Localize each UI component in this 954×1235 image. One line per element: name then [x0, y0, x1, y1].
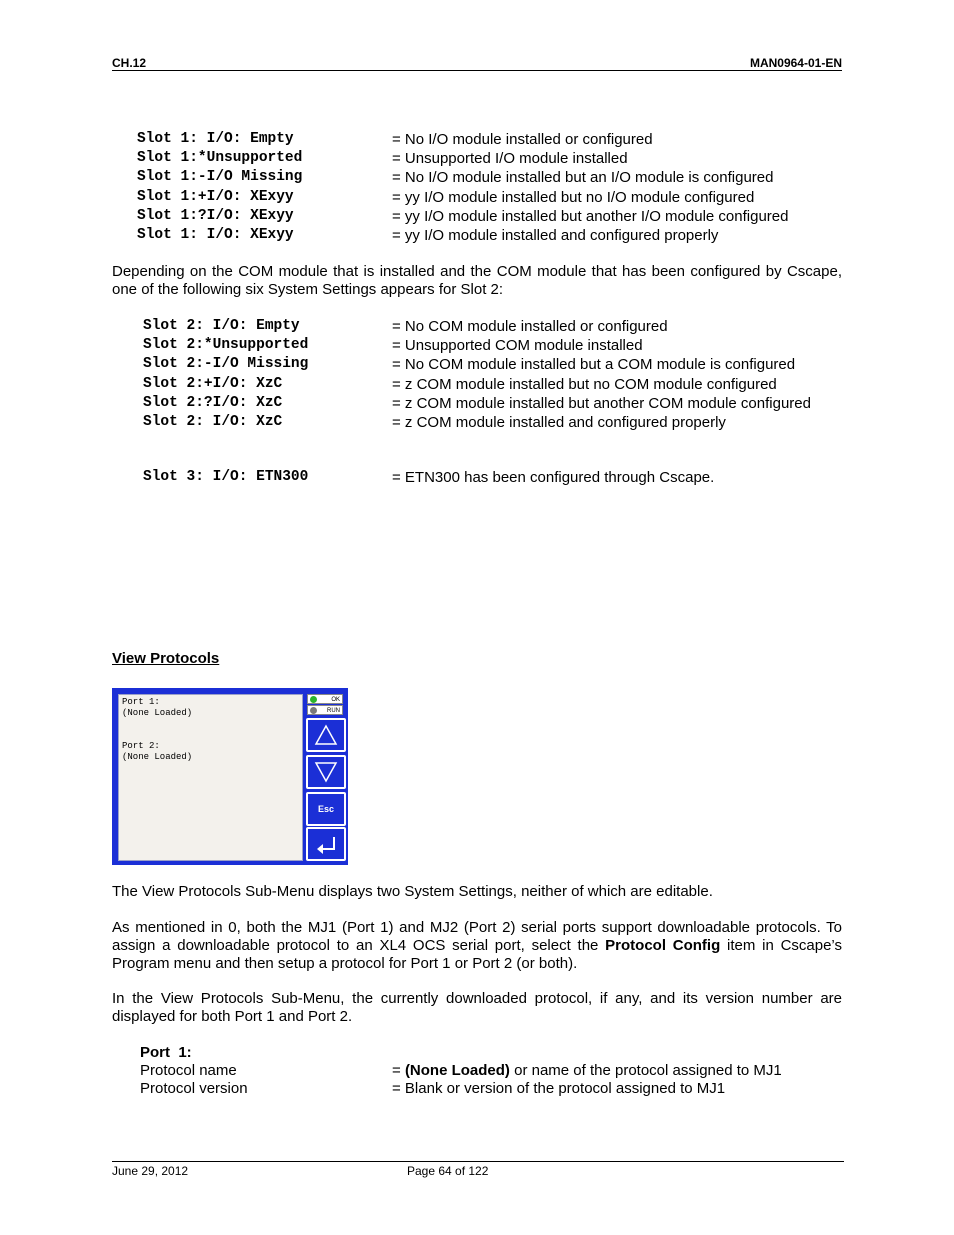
- slot-desc: = z COM module installed but another COM module configured: [392, 395, 811, 412]
- port1-field-value: [392, 1062, 782, 1079]
- slot-code: Slot 2: I/O: Empty: [143, 318, 300, 334]
- value-prefix: =: [392, 1062, 405, 1079]
- section-title: View Protocols: [112, 650, 220, 667]
- screen-port1-text: Port 1: (None Loaded): [122, 697, 193, 718]
- slot-desc: = z COM module installed and configured properly: [392, 414, 726, 431]
- paragraph-downloadable-protocols: [112, 919, 842, 973]
- header-chapter: CH.12: [112, 56, 147, 70]
- down-arrow-icon: [308, 757, 344, 787]
- slot-code: Slot 2:-I/O Missing: [143, 356, 309, 372]
- slot-desc: = No I/O module installed or configured: [392, 131, 653, 148]
- esc-button[interactable]: Esc: [306, 792, 346, 826]
- up-arrow-icon: [308, 720, 344, 750]
- ok-led-label: OK: [331, 697, 340, 703]
- protocol-config-term: Protocol Config: [605, 937, 721, 954]
- slot-code: Slot 2:+I/O: XzC: [143, 376, 283, 392]
- port1-title: Port 1:: [140, 1044, 192, 1061]
- slot-desc: = ETN300 has been configured through Cscape.: [392, 469, 715, 486]
- slot-code: Slot 2: I/O: XzC: [143, 414, 283, 430]
- port1-field-value: = Blank or version of the protocol assigned to MJ1: [392, 1080, 726, 1097]
- slot-code: Slot 1:*Unsupported: [137, 150, 303, 166]
- paragraph-text: As mentioned in 0, both the MJ1 (Port 1) and MJ2 (Port 2) serial ports support downloadable protocols. To assign a downloadable protocol to an XL4 OCS serial port, select the: [112, 919, 842, 954]
- paragraph-current-protocol: In the View Protocols Sub-Menu, the currently downloaded protocol, if any, and its version number are displayed for both Port 1 and Port 2.: [112, 990, 842, 1025]
- down-button[interactable]: [306, 755, 346, 789]
- slot-desc: = yy I/O module installed and configured properly: [392, 227, 719, 244]
- device-side-controls: [305, 694, 345, 859]
- run-led-dot-icon: [310, 707, 317, 714]
- run-led-label: RUN: [327, 708, 340, 714]
- slot-code: Slot 1:?I/O: XExyy: [137, 208, 294, 224]
- slot-code: Slot 2:?I/O: XzC: [143, 395, 283, 411]
- footer-date: June 29, 2012: [112, 1164, 189, 1178]
- ok-led: [307, 694, 343, 704]
- screen-port2-text: Port 2: (None Loaded): [122, 741, 193, 762]
- slot-desc: = Unsupported COM module installed: [392, 337, 643, 354]
- ok-led-dot-icon: [310, 696, 317, 703]
- slot-desc: = Unsupported I/O module installed: [392, 150, 628, 167]
- slot-code: Slot 1: I/O: Empty: [137, 131, 294, 147]
- slot-code: Slot 1:-I/O Missing: [137, 169, 303, 185]
- paragraph-view-protocols: The View Protocols Sub-Menu displays two System Settings, neither of which are editable.: [112, 883, 713, 900]
- slot-code: Slot 3: I/O: ETN300: [143, 469, 309, 485]
- value-rest: or name of the protocol assigned to MJ1: [509, 1062, 782, 1079]
- header-doc-id: MAN0964-01-EN: [749, 56, 842, 70]
- footer-page: Page 64 of 122: [407, 1164, 489, 1178]
- port1-field-label: Protocol version: [140, 1080, 248, 1097]
- up-button[interactable]: [306, 718, 346, 752]
- slot-code: Slot 2:*Unsupported: [143, 337, 309, 353]
- footer-rule: [112, 1161, 844, 1162]
- slot-code: Slot 1:+I/O: XExyy: [137, 189, 294, 205]
- slot-desc: = No COM module installed or configured: [392, 318, 668, 335]
- slot-desc: = yy I/O module installed but another I/O module configured: [392, 208, 789, 225]
- enter-button[interactable]: [306, 827, 346, 861]
- value-bold: (None Loaded): [404, 1062, 510, 1079]
- paragraph-text: item in Cscape’s Program menu and then setup a protocol for Port 1 or Port 2 (or both).: [112, 937, 842, 972]
- run-led: [307, 705, 343, 715]
- header-rule: [112, 70, 842, 71]
- device-screen: [118, 694, 303, 861]
- device-display-panel: [112, 688, 348, 865]
- slot2-intro-paragraph: Depending on the COM module that is installed and the COM module that has been configured by Cscape, one of the following six System Settings appears for Slot 2:: [112, 263, 842, 298]
- port1-field-label: Protocol name: [140, 1062, 237, 1079]
- slot-desc: = No I/O module installed but an I/O module is configured: [392, 169, 774, 186]
- slot-code: Slot 1: I/O: XExyy: [137, 227, 294, 243]
- slot-desc: = z COM module installed but no COM module configured: [392, 376, 777, 393]
- enter-arrow-icon: [308, 829, 344, 859]
- slot-desc: = yy I/O module installed but no I/O module configured: [392, 189, 755, 206]
- slot-desc: = No COM module installed but a COM module is configured: [392, 356, 796, 373]
